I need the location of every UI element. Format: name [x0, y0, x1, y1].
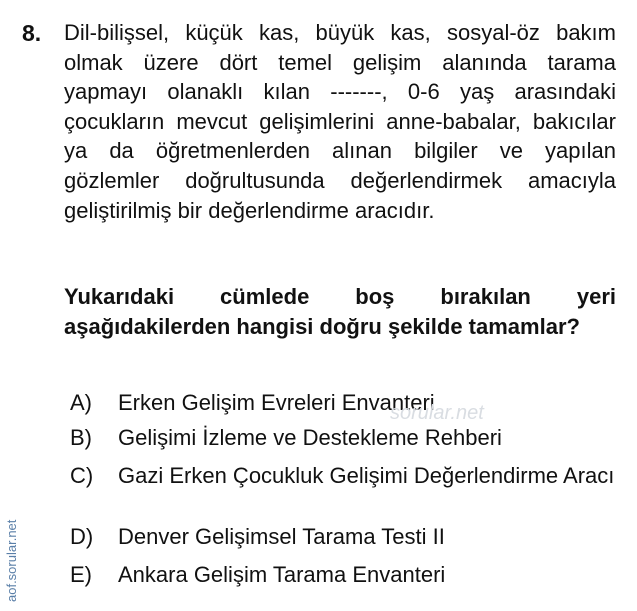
option-letter: A) [70, 390, 92, 415]
question-stem: Dil-bilişsel, küçük kas, büyük kas, sosyal-öz bakım olmak üzere dört temel gelişim alanında tarama yapmayı olanaklı kılan -------, 0-6 yaş arasındaki çocukların mevcut gelişimlerini anne-babalar, bakıcılar ya da öğretmenlerden alınan bilgiler ve yapılan gözlemler doğrultusunda değerlendirmek amacıyla geliştirilmiş bir değerlendirme aracıdır. [64, 20, 616, 223]
option-letter: E) [70, 562, 92, 587]
question-number: 8. [22, 20, 42, 46]
option-text: Denver Gelişimsel Tarama Testi II [118, 524, 445, 549]
option-letter: B) [70, 425, 92, 450]
option-text: Gelişimi İzleme ve Destekleme Rehberi [118, 425, 502, 450]
question-prompt: Yukarıdaki cümlede boş bırakılan yeri aşağıdakilerden hangisi doğru şekilde tamamlar? [64, 284, 616, 339]
option-letter: C) [70, 463, 94, 488]
option-text: Gazi Erken Çocukluk Gelişimi Değerlendirme Aracı [118, 463, 615, 488]
faint-watermark: sorular.net [390, 402, 484, 424]
option-letter: D) [70, 524, 94, 549]
option-text: Erken Gelişim Evreleri Envanteri [118, 390, 435, 415]
side-watermark: aof.sorular.net [4, 519, 19, 602]
option-text: Ankara Gelişim Tarama Envanteri [118, 562, 446, 587]
